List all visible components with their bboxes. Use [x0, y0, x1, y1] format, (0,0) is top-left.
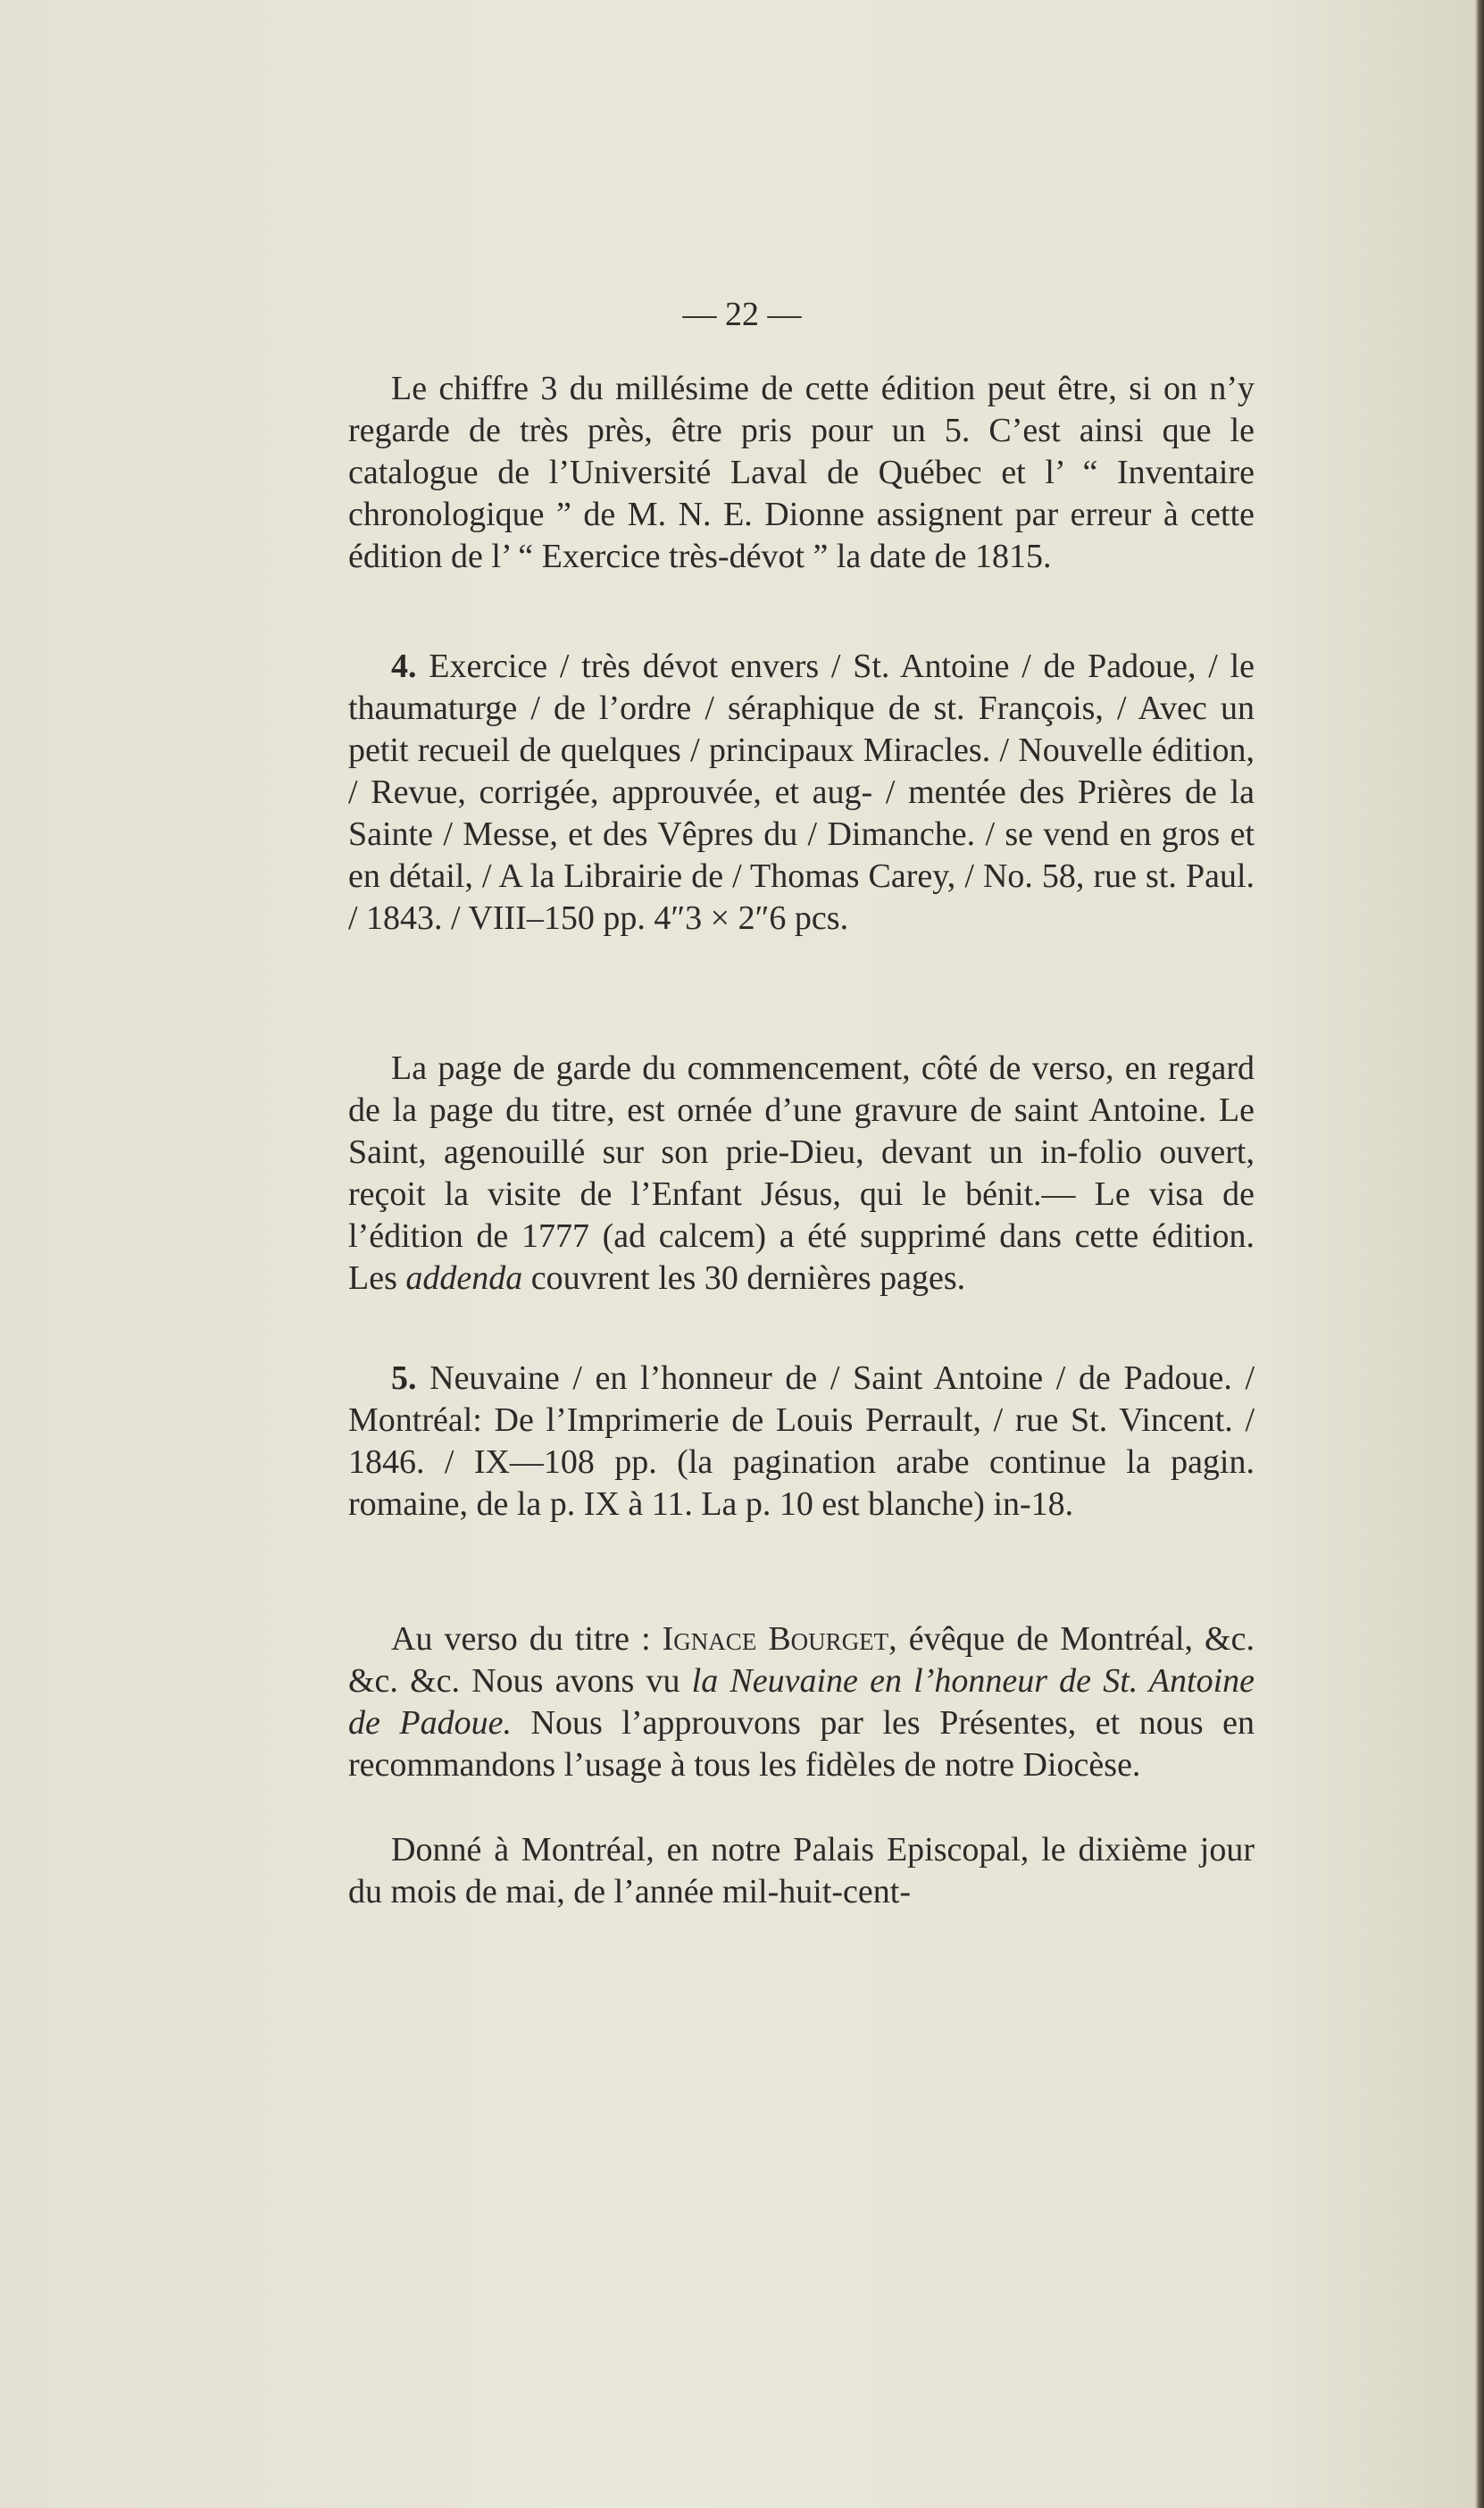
page-edge-shadow: [1475, 0, 1484, 2508]
paragraph-text: Nous l’approuvons par les Présentes, et nous en recommandons l’usage à tous les fidèles de notre Diocèse.: [348, 1704, 1255, 1784]
page-number: — 22 —: [682, 296, 802, 333]
entry-text: Exercice / très dévot envers / St. Antoine / de Padoue, / le thaumaturge / de l’ordre / séraphique de st. François, / Avec un petit recueil de quelques / principaux Miracles. / Nouvelle édition, / Revue, corrigée, approuvée, et aug- / mentée des Prières de la Sainte / Messe, et des Vêpres du / Dimanche. / se vend en gros et en détail, / A la Librairie de / Thomas Carey, / No. 58, rue st. Paul. / 1843. / VIII–150 pp. 4″3 × 2″6 pcs.: [348, 648, 1255, 937]
paragraph-entry-4-description: [348, 1048, 1255, 1300]
paragraph-entry-4: [348, 646, 1255, 940]
paragraph-given-at: Donné à Montréal, en notre Palais Episcopal, le dixième jour du mois de mai, de l’année mil-huit-cent-: [348, 1831, 1255, 1910]
paragraph-text: La page de garde du commencement, côté de verso, en regard de la page du titre, est ornée d’une gravure de saint Antoine. Le Saint, agenouillé sur son prie-Dieu, devant un in-folio ouvert, reçoit la visite de l’Enfant Jésus, qui le bénit.— Le visa de l’édition de 1777 (ad calcem) a été supprimé dans cette édition. Les: [348, 1049, 1255, 1297]
paragraph-text: évêque de Montréal, &c. &c. &c. Nous avons vu: [348, 1620, 1255, 1700]
italic-term: addenda: [405, 1259, 523, 1297]
bishop-name: Ignace Bourget,: [662, 1620, 897, 1658]
italic-title: la Neuvaine en l’honneur de St. Antoine de Padoue.: [348, 1662, 1255, 1742]
paragraph-text: Au verso du titre :: [391, 1620, 663, 1658]
entry-text: Neuvaine / en l’honneur de / Saint Antoine / de Padoue. / Montréal: De l’Imprimerie de Louis Perrault, / rue St. Vincent. / 1846. / IX—108 pp. (la pagination arabe continue la pagin. romaine, de la p. IX à 11. La p. 10 est blanche) in-18.: [348, 1359, 1255, 1523]
entry-number: 4.: [391, 648, 417, 685]
paragraph-approval: [348, 1618, 1255, 1786]
paragraph-edition-note: Le chiffre 3 du millésime de cette édition peut être, si on n’y regarde de très près, être pris pour un 5. C’est ainsi que le catalogue de l’Université Laval de Québec et l’ “ Inventaire chronologique ” de M. N. E. Dionne assignent par erreur à cette édition de l’ “ Exercice très-dévot ” la date de 1815.: [348, 370, 1255, 575]
paragraph-text: couvrent les 30 dernières pages.: [522, 1259, 966, 1297]
paragraph-entry-5: [348, 1358, 1255, 1526]
entry-number: 5.: [391, 1359, 417, 1397]
